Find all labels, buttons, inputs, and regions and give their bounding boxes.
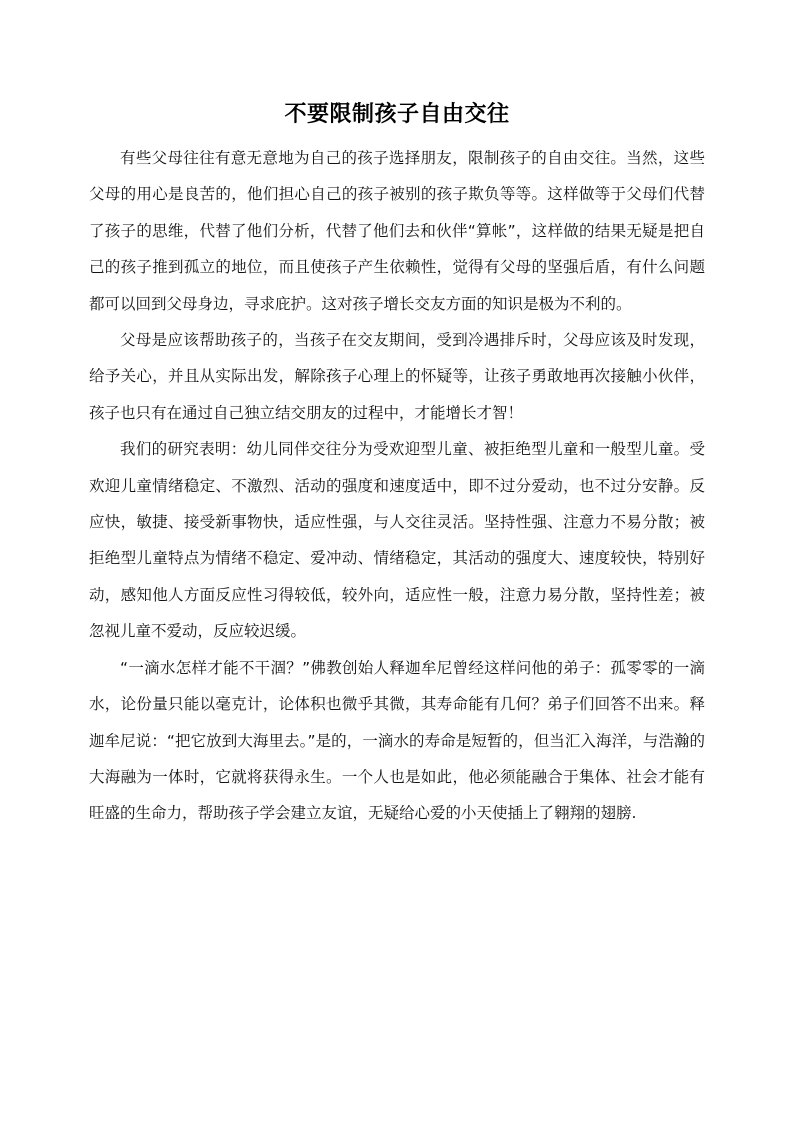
paragraph-1: 有些父母往往有意无意地为自己的孩子选择朋友，限制孩子的自由交往。当然，这些父母的用心是良苦的，他们担心自己的孩子被别的孩子欺负等等。这样做等于父母们代替了孩子的思维，代替了他们分析，代替了他们去和伙伴“算帐”，这样做的结果无疑是把自己的孩子推到孤立的地位，而且使孩子产生依赖性，觉得有父母的坚强后盾，有什么问题都可以回到父母身边，寻求庇护。这对孩子增长交友方面的知识是极为不利的。 [89, 149, 705, 313]
paragraph-3: 我们的研究表明：幼儿同伴交往分为受欢迎型儿童、被拒绝型儿童和一般型儿童。受欢迎儿童情绪稳定、不激烈、活动的强度和速度适中，即不过分爱动，也不过分安静。反应快，敏捷、接受新事物快，适应性强，与人交往灵活。坚持性强、注意力不易分散；被拒绝型儿童特点为情绪不稳定、爱冲动、情绪稳定，其活动的强度大、速度较快，特别好动，感知他人方面反应性习得较低，较外向，适应性一般，注意力易分散，坚持性差；被忽视儿童不爱动，反应较迟缓。 [89, 440, 705, 641]
page-title: 不要限制孩子自由交往 [284, 101, 510, 127]
document-body [89, 140, 705, 832]
paragraph-2: 父母是应该帮助孩子的，当孩子在交友期间，受到冷遇排斥时，父母应该及时发现，给予关心，并且从实际出发，解除孩子心理上的怀疑等，让孩子勇敢地再次接触小伙伴，孩子也只有在通过自己独立结交朋友的过程中，才能增长才智！ [89, 331, 705, 422]
paragraph-4: “一滴水怎样才能不干涸？”佛教创始人释迦牟尼曾经这样问他的弟子：孤零零的一滴水，论份量只能以毫克计，论体积也微乎其微，其寿命能有几何？弟子们回答不出来。释迦牟尼说：“把它放到大海里去。”是的，一滴水的寿命是短暂的，但当汇入海洋，与浩瀚的大海融为一体时，它就将获得永生。一个人也是如此，他必须能融合于集体、社会才能有旺盛的生命力，帮助孩子学会建立友谊，无疑给心爱的小天使插上了翱翔的翅膀. [89, 658, 705, 823]
